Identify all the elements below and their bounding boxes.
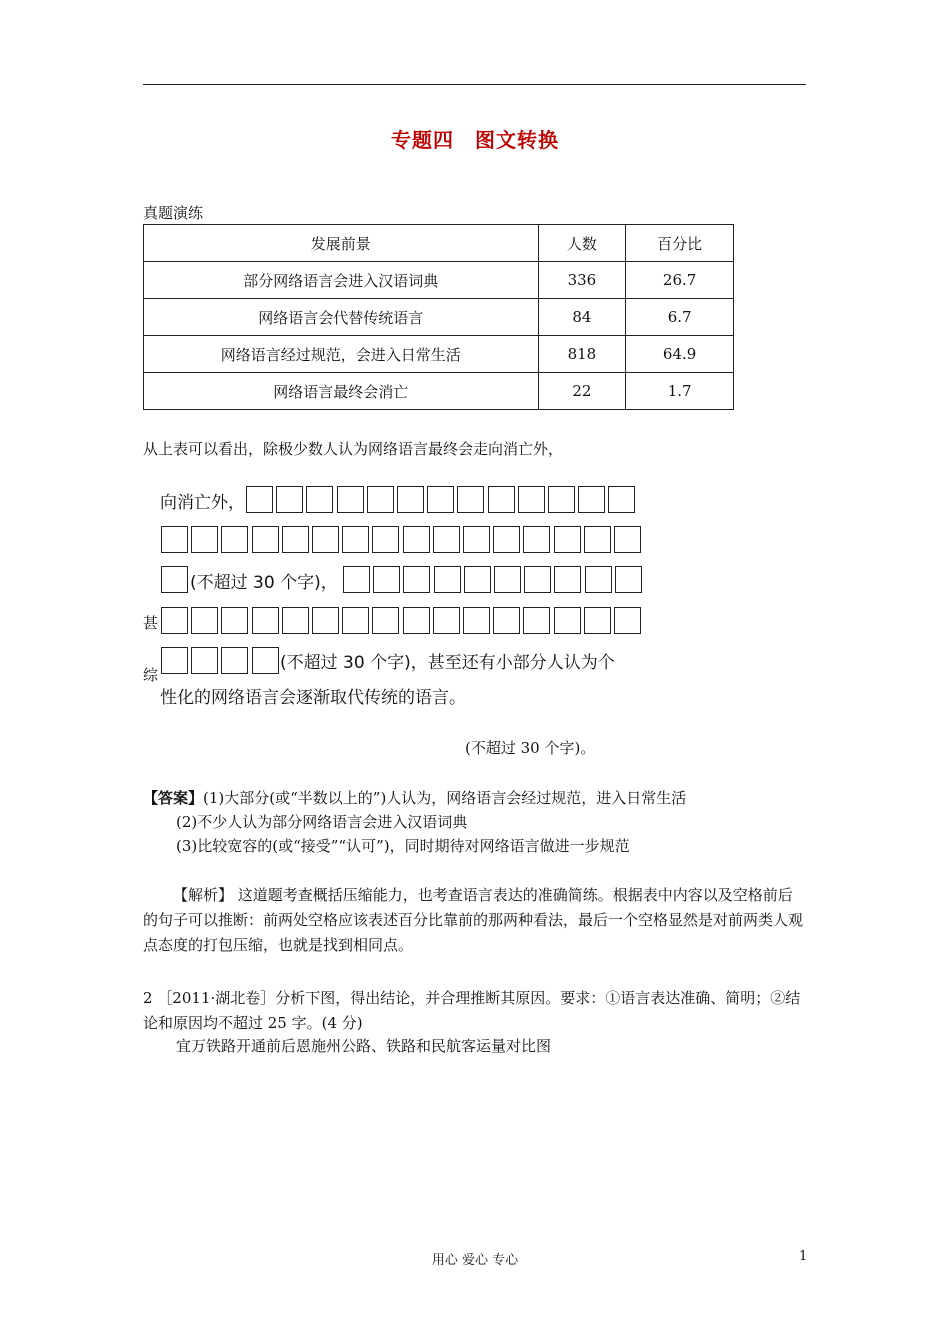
answer-box[interactable] (282, 526, 309, 553)
answer-box[interactable] (337, 486, 364, 513)
question-2: 2 ［2011·湖北卷］分析下图，得出结论，并合理推断其原因。要求：①语言表达准确、简明；②结论和原因均不超过 25 字。(4 分) (143, 989, 801, 1032)
analysis-paragraph: 【解析】 这道题考查概括压缩能力，也考查语言表达的准确简练。根据表中内容以及空格前后的句子可以推断：前两处空格应该表述百分比靠前的那两种看法，最后一个空格显然是对前两类人观点态度的打包压缩，也就是找到相同点。 (143, 886, 804, 954)
answer-box[interactable] (282, 607, 309, 634)
answer-box[interactable] (252, 647, 279, 674)
answer-line-1 (143, 787, 686, 808)
side-char-1: 甚 (143, 614, 159, 632)
table-header-percent: 百分比 (626, 225, 734, 262)
answer-box[interactable] (252, 607, 279, 634)
answer-box[interactable] (246, 486, 273, 513)
answer-box[interactable] (221, 647, 248, 674)
answer-box[interactable] (614, 607, 641, 634)
figure-caption: 宜万铁路开通前后恩施州公路、铁路和民航客运量对比图 (176, 1037, 552, 1055)
table-cell: 6.7 (626, 299, 734, 336)
answer-box[interactable] (493, 607, 520, 634)
answer-box[interactable] (457, 486, 484, 513)
answer-box[interactable] (161, 647, 188, 674)
answer-box[interactable] (488, 486, 515, 513)
table-cell: 网络语言经过规范，会进入日常生活 (144, 336, 539, 373)
page-title: 专题四 图文转换 (391, 128, 559, 152)
grid-line-6: 性化的网络语言会逐渐取代传统的语言。 (160, 688, 466, 708)
answer-box[interactable] (614, 526, 641, 553)
limit-note-3: (不超过 30 个字)。 (465, 739, 596, 757)
answer-box[interactable] (191, 526, 218, 553)
answer-box[interactable] (221, 526, 248, 553)
answer-box[interactable] (306, 486, 333, 513)
answer-box[interactable] (342, 607, 369, 634)
answer-box[interactable] (161, 526, 188, 553)
answer-box[interactable] (403, 566, 430, 593)
table-cell: 1.7 (626, 373, 734, 410)
answer-box[interactable] (463, 607, 490, 634)
answer-box[interactable] (578, 486, 605, 513)
table-cell: 84 (538, 299, 626, 336)
header-rule (143, 84, 806, 85)
answer-box[interactable] (312, 607, 339, 634)
answer-box[interactable] (433, 607, 460, 634)
table-cell: 22 (538, 373, 626, 410)
answer-box[interactable] (191, 607, 218, 634)
answer-box[interactable] (524, 566, 551, 593)
answer-box[interactable] (584, 526, 611, 553)
answer-box[interactable] (434, 566, 461, 593)
answer-box[interactable] (608, 486, 635, 513)
section-label: 真题演练 (143, 204, 204, 222)
answer-box[interactable] (161, 607, 188, 634)
table-header-prospect: 发展前景 (144, 225, 539, 262)
answer-box[interactable] (554, 607, 581, 634)
answer-box[interactable] (554, 566, 581, 593)
limit-note-1: (不超过 30 个字)， (190, 573, 338, 593)
answer-box[interactable] (367, 486, 394, 513)
answer-box[interactable] (615, 566, 642, 593)
answer-box[interactable] (191, 647, 218, 674)
answer-box[interactable] (221, 607, 248, 634)
answer-box[interactable] (343, 566, 370, 593)
answer-box[interactable] (161, 566, 188, 593)
answer-box[interactable] (276, 486, 303, 513)
answer-item-2: (2)不少人认为部分网络语言会进入汉语词典 (176, 813, 468, 831)
answer-box[interactable] (518, 486, 545, 513)
side-char-2: 综 (143, 666, 159, 684)
answer-box[interactable] (548, 486, 575, 513)
answer-box[interactable] (433, 526, 460, 553)
table-row (144, 336, 734, 373)
answer-box[interactable] (342, 526, 369, 553)
table-row (144, 299, 734, 336)
answer-label: 【答案】 (143, 789, 204, 807)
answer-box[interactable] (494, 566, 521, 593)
intro-sentence: 从上表可以看出，除极少数人认为网络语言最终会走向消亡外， (143, 440, 564, 458)
answer-box[interactable] (373, 566, 400, 593)
limit-note-2: (不超过 30 个字)，甚至还有小部分人认为个 (280, 653, 615, 673)
table-cell: 网络语言会代替传统语言 (144, 299, 539, 336)
answer-box[interactable] (372, 607, 399, 634)
answer-box[interactable] (403, 526, 430, 553)
answer-box[interactable] (372, 526, 399, 553)
answer-box[interactable] (523, 526, 550, 553)
answer-box[interactable] (463, 526, 490, 553)
answer-box[interactable] (584, 607, 611, 634)
grid-line1-prefix: 向消亡外， (160, 493, 245, 513)
answer-box[interactable] (523, 607, 550, 634)
answer-box[interactable] (427, 486, 454, 513)
answer-box[interactable] (252, 526, 279, 553)
answer-box[interactable] (403, 607, 430, 634)
table-header-count: 人数 (538, 225, 626, 262)
answer-item-3: (3)比较宽容的(或“接受”“认可”)，同时期待对网络语言做进一步规范 (176, 837, 630, 855)
table-row (144, 373, 734, 410)
answer-item-1: (1)大部分(或“半数以上的”)人认为，网络语言会经过规范，进入日常生活 (203, 789, 687, 807)
table-cell: 网络语言最终会消亡 (144, 373, 539, 410)
answer-box[interactable] (493, 526, 520, 553)
table-row (144, 262, 734, 299)
answer-box[interactable] (464, 566, 491, 593)
table-cell: 336 (538, 262, 626, 299)
answer-box[interactable] (312, 526, 339, 553)
page-footer: 用心 爱心 专心 (431, 1253, 519, 1268)
table-cell: 26.7 (626, 262, 734, 299)
table-cell: 818 (538, 336, 626, 373)
answer-box[interactable] (554, 526, 581, 553)
answer-box[interactable] (585, 566, 612, 593)
answer-box[interactable] (397, 486, 424, 513)
page-number: 1 (799, 1249, 808, 1264)
table-cell: 部分网络语言会进入汉语词典 (144, 262, 539, 299)
survey-table (143, 224, 734, 410)
table-header-row (144, 225, 734, 262)
table-cell: 64.9 (626, 336, 734, 373)
